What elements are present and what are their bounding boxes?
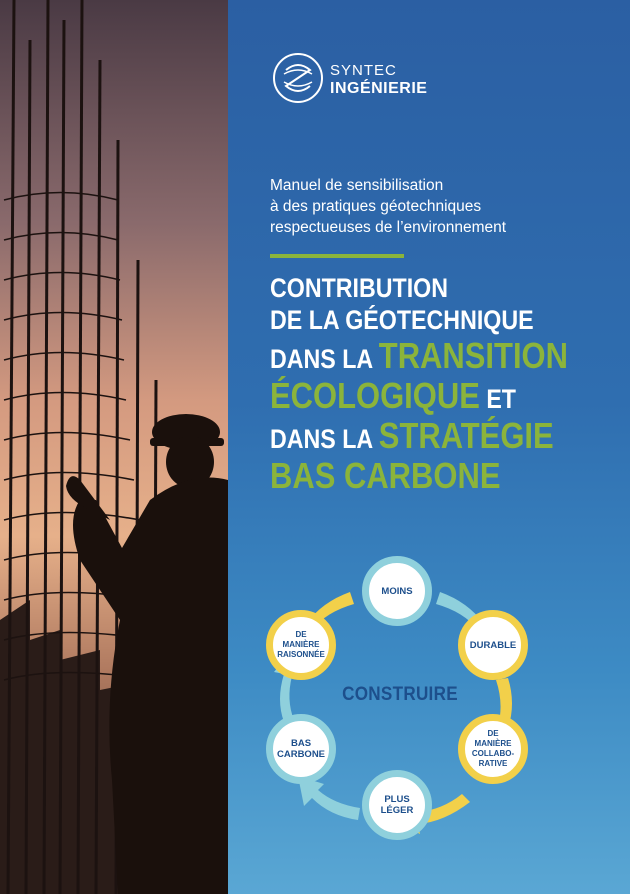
node-plus-leger-label: PLUS LÉGER <box>380 794 414 816</box>
title-line-3-b: TRANSITION <box>378 335 568 376</box>
cycle-center-label: CONSTRUIRE <box>342 684 458 705</box>
node-bas-carbone <box>266 714 336 784</box>
node-bas-carbone-label: BAS CARBONE <box>276 738 326 760</box>
node-durable <box>458 610 528 680</box>
node-raisonnee-label: DE MANIÈRE RAISONNÉE <box>277 630 325 659</box>
title-line-3-a: DANS LA <box>270 344 379 374</box>
construire-cycle-diagram <box>262 550 532 840</box>
title-line-1: CONTRIBUTION <box>270 273 449 303</box>
syntec-logo-icon <box>272 52 324 104</box>
title-line-4-b: ET <box>479 384 517 414</box>
syntec-logo <box>272 52 442 108</box>
title-line-4-a: ÉCOLOGIQUE <box>270 375 480 416</box>
brand-line-2: INGÉNIERIE <box>330 80 428 97</box>
node-durable-label: DURABLE <box>469 639 517 651</box>
green-divider <box>270 254 404 258</box>
subtitle-line-2: à des pratiques géotechniques <box>270 198 482 215</box>
subtitle-line-3: respectueuses de l’environnement <box>270 219 507 236</box>
cover-photo <box>0 0 228 894</box>
title-line-5-b: STRATÉGIE <box>378 415 554 456</box>
node-moins-label: MOINS <box>381 585 413 597</box>
title-line-6: BAS CARBONE <box>270 455 501 496</box>
title-line-4 <box>270 376 571 416</box>
node-moins <box>362 556 432 626</box>
brand-line-1: SYNTEC <box>330 62 397 79</box>
node-collaborative-label: DE MANIÈRE COLLABO-RATIVE <box>471 729 515 768</box>
node-collaborative <box>458 714 528 784</box>
node-raisonnee <box>266 610 336 680</box>
node-plus-leger <box>362 770 432 840</box>
main-title <box>270 272 620 496</box>
title-line-2: DE LA GÉOTECHNIQUE <box>270 305 534 335</box>
subtitle-line-1: Manuel de sensibilisation <box>270 177 444 194</box>
subtitle <box>270 175 610 238</box>
title-line-3 <box>270 336 571 376</box>
title-line-5-a: DANS LA <box>270 424 379 454</box>
title-line-5 <box>270 416 571 456</box>
